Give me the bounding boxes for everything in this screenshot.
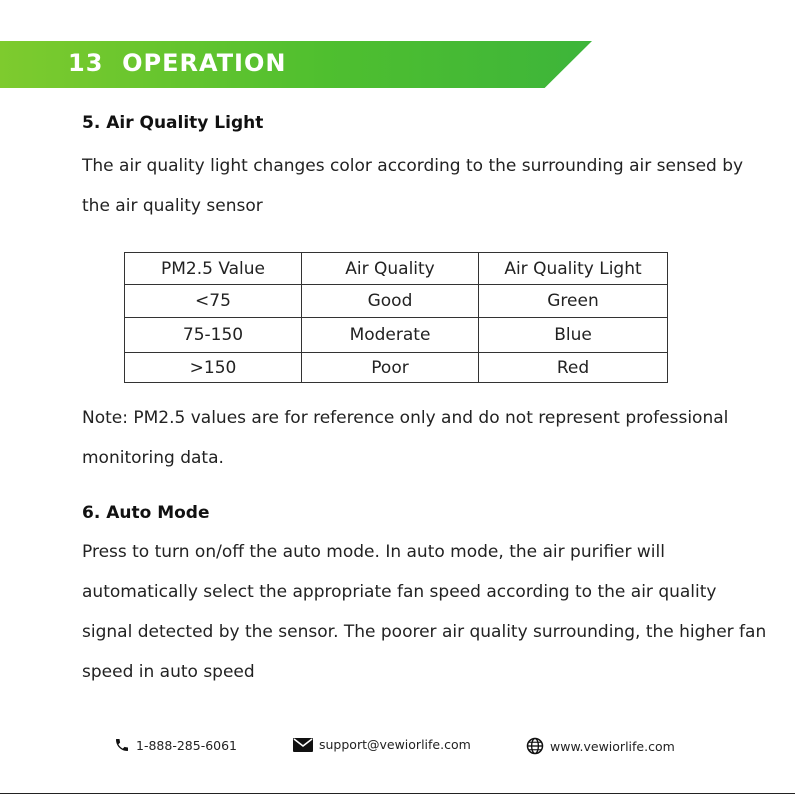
table-cell: Good bbox=[302, 285, 479, 318]
globe-icon bbox=[526, 737, 544, 755]
section5-text: The air quality light changes color according to the surrounding air sensed by the air quality sensor bbox=[82, 156, 744, 216]
header-pm25: PM2.5 Value bbox=[125, 253, 302, 285]
section6-heading: 6. Auto Mode bbox=[82, 503, 210, 523]
mail-icon bbox=[293, 738, 313, 752]
table-row bbox=[125, 318, 668, 353]
page-bottom-rule bbox=[0, 793, 795, 794]
table-cell: Red bbox=[479, 353, 668, 383]
table-row bbox=[125, 353, 668, 383]
footer-website[interactable] bbox=[526, 737, 675, 755]
section5-heading: 5. Air Quality Light bbox=[82, 113, 264, 133]
table-cell: 75-150 bbox=[125, 318, 302, 353]
table-cell: >150 bbox=[125, 353, 302, 383]
table-cell: Poor bbox=[302, 353, 479, 383]
section6-text: Press to turn on/off the auto mode. In auto mode, the air purifier will automatically select the appropriate fan speed according to the air quality signal detected by the sensor. The poorer air quality surrounding, the higher fan speed in auto speed bbox=[82, 542, 767, 682]
footer-email[interactable] bbox=[293, 737, 471, 752]
email-address: support@vewiorlife.com bbox=[319, 737, 471, 752]
table-cell: Green bbox=[479, 285, 668, 318]
header-air-quality-light: Air Quality Light bbox=[479, 253, 668, 285]
note-text: Note: PM2.5 values are for reference only and do not represent professional monitoring data. bbox=[82, 408, 729, 468]
table-header-row bbox=[125, 253, 668, 285]
footer-phone[interactable] bbox=[114, 737, 237, 753]
website-url: www.vewiorlife.com bbox=[550, 738, 675, 754]
section-title: 13 OPERATION bbox=[68, 49, 287, 77]
table-row bbox=[125, 285, 668, 318]
air-quality-table bbox=[124, 252, 668, 383]
table-cell: <75 bbox=[125, 285, 302, 318]
table-cell: Blue bbox=[479, 318, 668, 353]
phone-icon bbox=[114, 737, 130, 753]
table-cell: Moderate bbox=[302, 318, 479, 353]
header-air-quality: Air Quality bbox=[302, 253, 479, 285]
phone-number: 1-888-285-6061 bbox=[136, 737, 238, 753]
